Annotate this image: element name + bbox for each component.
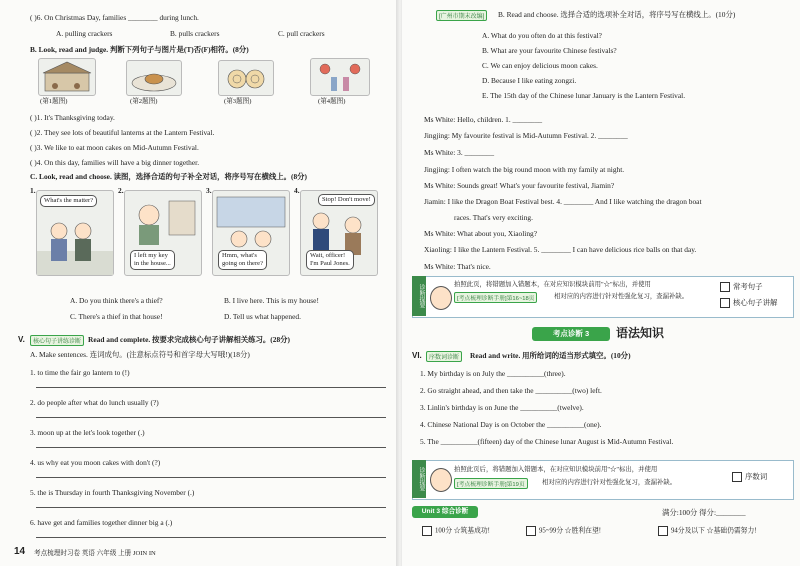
b-picture-1-turkey (38, 58, 96, 96)
v-item-5: 5. the is Thursday in fourth Thanksgiving November (.) (30, 488, 195, 497)
v-item-1: 1. to time the fair go lantern to (!) (30, 368, 130, 377)
vi-item-1: 1. My birthday is on July the __________(three). (420, 369, 566, 378)
b-caption-1: (第1题图) (40, 98, 68, 105)
c-num-1: 1. (30, 186, 36, 195)
v-item-6: 6. have get and families together dinner big a (.) (30, 518, 173, 527)
dialog-line-5: Ms White: Sounds great! What's your favourite festival, Jiamin? (424, 181, 615, 190)
score-level-2 (526, 526, 601, 536)
diag2-check-1[interactable] (732, 472, 767, 482)
v-answer-line-5[interactable] (36, 507, 386, 508)
c-option-a: A. Do you think there's a thief? (70, 296, 163, 305)
c-option-d: D. Tell us what happened. (224, 312, 301, 321)
v-answer-line-1[interactable] (36, 387, 386, 388)
c-bubble-2 (130, 250, 175, 270)
v-answer-line-3[interactable] (36, 447, 386, 448)
b-picture-2-dinner (126, 60, 182, 96)
dialog-line-7: races. That's very exciting. (454, 213, 533, 222)
vi-item-3: 3. Linlin's birthday is on June the __________(twelve). (420, 403, 584, 412)
partC-title: C. Look, read and choose. 读图，选择合适的句子补全对话，将序号写在横线上。(8分) (30, 172, 308, 181)
q6-option-c: C. pull crackers (278, 29, 325, 38)
c-bubble-2-line-1: I left my key (134, 252, 168, 259)
partV-subA: A. Make sentences. 连词成句。(注意标点符号和首字母大写哦!)(18分) (30, 350, 250, 359)
v-answer-line-2[interactable] (36, 417, 386, 418)
q6-text: ( )6. On Christmas Day, families ________ during lunch. (30, 13, 199, 22)
partB-title: B. Look, read and judge. 判断下列句子与图片是(T)否(F)相符。(8分) (30, 45, 249, 54)
b-item-4: ( )4. On this day, families will have a big dinner together. (30, 158, 200, 167)
v-item-4: 4. us why eat you moon cakes with don't (?) (30, 458, 161, 467)
diag2-check-1-label: 序数词 (745, 472, 768, 481)
diag1-highlight: [考点梳理诊断手册]第16~18页 (454, 292, 537, 303)
c-bubble-1: What's the matter? (40, 195, 97, 207)
c-bubble-5 (306, 250, 354, 270)
rb-option-d: D. Because I like eating zongzi. (482, 76, 577, 85)
page-number: 14 (14, 546, 26, 557)
c-num-4: 4. (294, 186, 300, 195)
vi-item-4: 4. Chinese National Day is on October the __________(one). (420, 420, 602, 429)
rb-option-a: A. What do you often do at this festival? (482, 31, 602, 40)
diag1-check-2[interactable] (720, 298, 777, 308)
dialog-line-2: Jingjing: My favourite festival is Mid-Autumn Festival. 2. ________ (424, 131, 628, 140)
b-caption-2: (第2题图) (130, 98, 158, 105)
score-full: 满分:100分 得分:________ (662, 508, 746, 517)
c-bubble-2-line-2: in the house... (134, 260, 171, 267)
b-item-3: ( )3. We like to eat moon cakes on Mid-Autumn Festival. (30, 143, 199, 152)
b-caption-4: (第4题图) (318, 98, 346, 105)
rb-tag: [广州市期末改编] (436, 10, 487, 21)
partVI-label: VI. (412, 351, 422, 360)
c-bubble-5-line-2: I'm Paul Jones. (310, 260, 350, 267)
c-bubble-5-line-1: Wait, officer! (310, 252, 346, 259)
b-item-1: ( )1. It's Thanksgiving today. (30, 113, 115, 122)
c-num-2: 2. (118, 186, 124, 195)
checkbox-icon[interactable] (658, 526, 668, 536)
q6-option-a: A. pulling crackers (56, 29, 113, 38)
diag1-check-1-label: 常考句子 (733, 282, 763, 291)
checkbox-icon[interactable] (720, 298, 730, 308)
checkbox-icon[interactable] (526, 526, 536, 536)
score-level-3-label: 94分及以下 ☆基础仍需努力! (671, 527, 757, 535)
diag1-text-1: 拍照此页，将错题加入错题本，在对应知识模块前用"☆"标出，并使用 (454, 281, 651, 288)
diag2-side-label: 诊断提要 (412, 460, 426, 498)
c-bubble-3-line-2: going on there? (222, 260, 264, 267)
checkbox-icon[interactable] (422, 526, 432, 536)
c-bubble-3 (218, 250, 267, 270)
dialog-line-4: Jingjing: I often watch the big round moon with my family at night. (424, 165, 625, 174)
dialog-line-10: Ms White: That's nice. (424, 262, 491, 271)
right-page (402, 0, 800, 566)
checkbox-icon[interactable] (732, 472, 742, 482)
score-level-1 (422, 526, 490, 536)
rb-option-c: C. We can enjoy delicious moon cakes. (482, 61, 598, 70)
partVI-title: Read and write. 用所给词的适当形式填空。(10分) (470, 351, 631, 360)
vi-item-5: 5. The __________(fifteen) day of the Chinese lunar August is Mid-Autumn Festival. (420, 437, 674, 446)
diag2-text-2: 相对应的内容进行针对性强化复习，查漏补缺。 (542, 479, 677, 486)
c-option-b: B. I live here. This is my house! (224, 296, 319, 305)
footer-text: 考点梳理时习卷 英语 六年级 上册 JOIN IN (34, 550, 156, 557)
dialog-line-1: Ms White: Hello, children. 1. ________ (424, 115, 543, 124)
dialog-line-9: Xiaoling: I like the Lantern Festival. 5. ________ I can have delicious rice balls on that day. (424, 245, 697, 254)
partV-label: V. (18, 335, 25, 344)
score-level-2-label: 95~99分 ☆胜利在望! (539, 527, 602, 535)
diag1-check-1[interactable] (720, 282, 763, 292)
c-option-c: C. There's a thief in that house! (70, 312, 163, 321)
c-bubble-3-line-1: Hmm, what's (222, 252, 257, 259)
rb-option-b: B. What are your favourite Chinese festivals? (482, 46, 617, 55)
c-bubble-4: Stop! Don't move! (318, 194, 375, 206)
checkbox-icon[interactable] (720, 282, 730, 292)
c-num-3: 3. (206, 186, 212, 195)
dialog-line-3: Ms White: 3. ________ (424, 148, 495, 157)
diag2-avatar (430, 468, 452, 492)
section3-title: 语法知识 (616, 326, 665, 340)
b-picture-3-mooncakes (218, 60, 274, 96)
dialog-line-6: Jiamin: I like the Dragon Boat Festival best. 4. ________ And I like watching the dragon boat (424, 197, 702, 206)
b-caption-3: (第3题图) (224, 98, 252, 105)
diag1-avatar (430, 286, 452, 310)
score-level-3 (658, 526, 757, 536)
partV-tag: 核心句子讲练诊断 (30, 335, 84, 346)
diag2-highlight: [考点梳理诊断手册]第19页 (454, 478, 528, 489)
left-page (0, 0, 398, 566)
v-answer-line-4[interactable] (36, 477, 386, 478)
q6-option-b: B. pulls crackers (170, 29, 220, 38)
vi-item-2: 2. Go straight ahead, and then take the __________(two) left. (420, 386, 602, 395)
b-picture-4-lanterns (310, 58, 370, 96)
v-item-3: 3. moon up at the let's look together (.) (30, 428, 145, 437)
partVI-tag: 序数词诊断 (426, 351, 462, 362)
diag1-side-label: 诊断提要 (412, 276, 426, 316)
score-level-1-label: 100分 ☆筑基成功! (435, 527, 490, 535)
b-item-2: ( )2. They see lots of beautiful lanterns at the Lantern Festival. (30, 128, 215, 137)
v-item-2: 2. do people after what do lunch usually (?) (30, 398, 159, 407)
unit-score-badge: Unit 3 综合诊断 (412, 506, 478, 518)
rb-title: B. Read and choose. 选择合适的选项补全对话，将序号写在横线上。(10分) (498, 10, 736, 19)
partV-title: Read and complete. 按要求完成核心句子讲解相关练习。(28分) (88, 335, 291, 344)
dialog-line-8: Ms White: What about you, Xiaoling? (424, 229, 538, 238)
diag1-text-2: 相对应的内容进行针对性强化复习，查漏补缺。 (554, 293, 689, 300)
section3-badge: 考点诊断 3 (532, 327, 610, 341)
rb-option-e: E. The 15th day of the Chinese lunar January is the Lantern Festival. (482, 91, 686, 100)
diag2-text-1: 拍照此页后，将错题加入错题本，在对应知识模块前用"☆"标出，并使用 (454, 466, 658, 473)
v-answer-line-6[interactable] (36, 537, 386, 538)
diag1-check-2-label: 核心句子讲解 (733, 298, 778, 307)
